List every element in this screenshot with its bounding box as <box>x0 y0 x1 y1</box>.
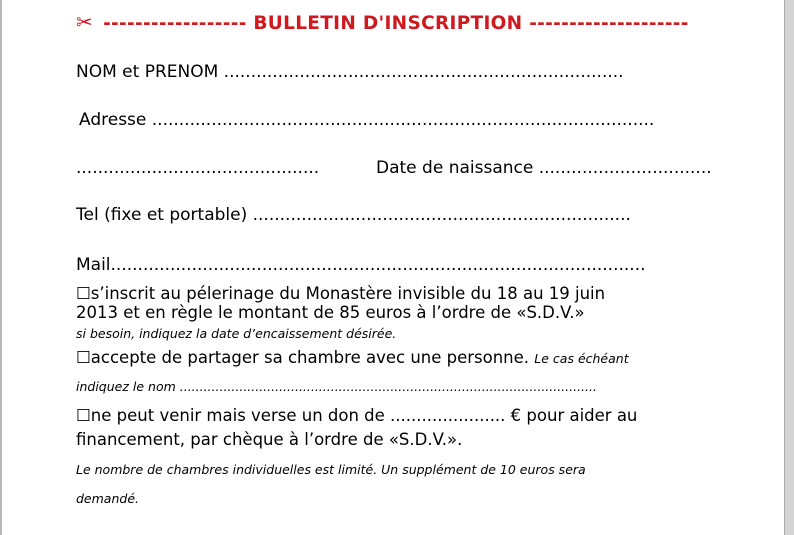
register-checkbox[interactable]: ☐ <box>76 284 91 303</box>
roommate-name-field[interactable]: indiquez le nom ......................................................................................................... <box>76 379 597 394</box>
title-text: ------------------ BULLETIN D'INSCRIPTION -------------------- <box>103 13 689 34</box>
address-field[interactable]: Adresse ............................................................................................. <box>79 110 655 130</box>
option-register-line2: 2013 et en règle le montant de 85 euros à l’ordre de «S.D.V.» <box>76 303 585 322</box>
mail-field[interactable]: Mail................................................................................................... <box>76 255 646 275</box>
scissors-icon: ✂ <box>76 10 94 34</box>
option-donation-line1: ne peut venir mais verse un don de ...................... € pour aider au <box>90 406 638 425</box>
option-register-line1: s’inscrit au pélerinage du Monastère invisible du 18 au 19 juin <box>90 284 606 303</box>
phone-field[interactable]: Tel (fixe et portable) ...................................................................... <box>76 205 631 225</box>
form-title <box>76 12 689 34</box>
option-share-room <box>76 350 629 367</box>
vertical-scrollbar[interactable] <box>784 0 794 535</box>
share-room-checkbox[interactable]: ☐ <box>76 348 91 367</box>
page-left-border <box>0 0 2 535</box>
address-continuation-field[interactable]: ............................................. <box>76 158 320 178</box>
option-register-note: si besoin, indiquez la date d’encaissement désirée. <box>76 326 397 341</box>
footer-note-line2: demandé. <box>76 491 139 506</box>
option-donation <box>76 408 637 425</box>
option-share-room-text: accepte de partager sa chambre avec une personne. <box>90 348 530 367</box>
donation-checkbox[interactable]: ☐ <box>76 406 91 425</box>
name-field[interactable]: NOM et PRENOM .......................................................................... <box>76 62 624 82</box>
option-share-room-note: Le cas échéant <box>534 351 629 366</box>
birthdate-field[interactable]: Date de naissance ................................ <box>376 158 712 178</box>
footer-note-line1: Le nombre de chambres individuelles est limité. Un supplément de 10 euros sera <box>76 462 586 477</box>
option-register <box>76 286 605 303</box>
option-donation-line2: financement, par chèque à l’ordre de «S.D.V.». <box>76 430 463 449</box>
